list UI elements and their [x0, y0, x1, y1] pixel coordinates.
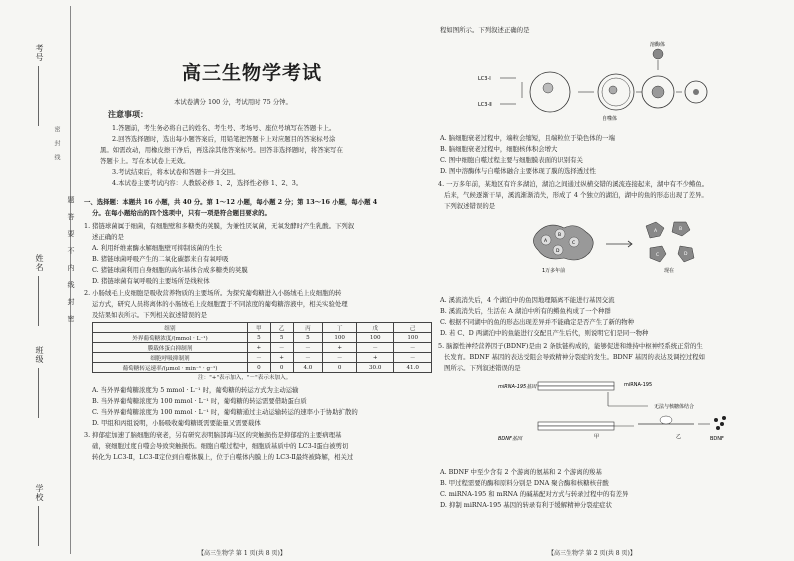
lake-label: C: [572, 241, 576, 246]
q1-option: C. 猪链球菌利用自身细胞的高尔基体合成多糖类的荚膜: [92, 266, 248, 274]
bdnf-figure: [498, 376, 738, 462]
lysosome-shape: [653, 49, 663, 59]
q1-option: A. 利用纤维素酶水解细胞壁可抑制该菌的生长: [92, 244, 223, 252]
q5-option: B. 甲过程需要的酶和原料分别是 DNA 聚合酶和核糖核苷酸: [440, 479, 609, 487]
lc3-i-label: LC3-Ⅰ: [478, 76, 491, 82]
mirna-label: miRNA-195: [624, 382, 653, 388]
process-jia-label: 甲: [594, 434, 600, 440]
present-label: 现在: [664, 268, 675, 274]
page-footer: 【高三生物学 第 1 页(共 8 页)】: [198, 550, 286, 557]
q4-stem: 后来，气候逐渐干旱，溪流渐渐消失，形成了 4 个独立的湖泊，湖中的鱼的形态出现了差异。: [444, 191, 708, 199]
school-label: 学校: [35, 484, 44, 502]
q2-stem: 及结果如表所示。下列相关叙述错误的是: [92, 311, 208, 319]
q4-option: B. 溪流消失后，生活在 A 湖泊中所有的鳉鱼构成了一个种群: [440, 307, 611, 315]
table-cell: －: [270, 343, 293, 353]
notes-heading: 注意事项：: [108, 109, 148, 119]
table-cell: －: [293, 353, 323, 363]
name-line: [38, 276, 39, 326]
q5-stem: 图所示。下列叙述错误的是: [444, 364, 521, 372]
bdnf-label: BDNF: [710, 436, 724, 442]
lake-label: A: [654, 229, 658, 234]
section-heading: 一、选择题：本题共 16 小题，共 40 分。第 1～12 小题，每小题 2 分；第 13～16 小题，每小题 4: [84, 198, 378, 206]
lake-label: B: [558, 233, 562, 238]
exam-subtitle: 本试卷满分 100 分，考试用时 75 分钟。: [174, 98, 292, 106]
q2-stem: 运方式，研究人员将离体的小肠绒毛上皮细胞置于不同浓度的葡萄糖溶液中，相关实验处理: [92, 300, 348, 308]
exam-no-line: [38, 66, 39, 126]
note-line: 答题卡上。写在本试卷上无效。: [100, 157, 190, 165]
table-cell: 0: [270, 363, 293, 373]
section-heading: 分。在每小题给出的四个选项中，只有一项是符合题目要求的。: [92, 209, 271, 217]
note-line: 黑。如需改动，用橡皮擦干净后，再选涂其他答案标号。回答非选择题时，将答案写在: [100, 146, 343, 154]
lysosome-label: 溶酶体: [650, 42, 666, 48]
class-line: [38, 368, 39, 418]
table-cell: 甲: [248, 323, 271, 333]
table-cell: 细胞呼吸抑制剂: [93, 353, 248, 363]
binding-gutter: [8, 6, 75, 554]
table-cell: 0: [248, 363, 271, 373]
note-line: 4.本试卷主要考试内容：人教版必修 1、2，选择性必修 1、2、3。: [112, 179, 303, 187]
table-cell: －: [394, 343, 432, 353]
table-cell: 100: [323, 333, 357, 343]
class-label: 班级: [35, 346, 44, 364]
table-cell: 100: [356, 333, 393, 343]
seal-line-text: 密封线: [53, 126, 60, 168]
no-ribosome-label: 无法与核糖体结合: [654, 404, 695, 410]
table-row: [93, 353, 432, 363]
table-cell: 外界葡萄糖浓度/(mmol · L⁻¹): [93, 333, 248, 343]
table-row: [93, 363, 432, 373]
table-cell: 41.0: [394, 363, 432, 373]
lake-label: D: [556, 249, 560, 254]
table-cell: 己: [394, 323, 432, 333]
q2-option: C. 当外界葡萄糖浓度为 100 mmol · L⁻¹ 时，葡萄糖通过主动运输转运的速率小于协助扩散的: [92, 408, 358, 416]
q1-option: D. 猪链球菌有氧呼吸的主要场所是线粒体: [92, 277, 210, 285]
lc3-ii-label: LC3-Ⅱ: [478, 102, 492, 108]
table-cell: 膜载体蛋白抑制剂: [93, 343, 248, 353]
q2-option: D. 甲组和丙组说明，小肠吸收葡萄糖既需要能量又需要载体: [92, 419, 261, 427]
note-line: 3.考试结束后，将本试卷和答题卡一并交回。: [112, 168, 240, 176]
table-cell: 100: [394, 333, 432, 343]
table-cell: 丙: [293, 323, 323, 333]
autophagosome-label: 自噬体: [602, 116, 618, 122]
table-cell: 丁: [323, 323, 357, 333]
q3-option: C. 图中细胞自噬过程主要与细胞膜表面的识别有关: [440, 156, 583, 164]
table-cell: 5: [293, 333, 323, 343]
table-cell: +: [270, 353, 293, 363]
table-cell: －: [293, 343, 323, 353]
school-line: [38, 506, 39, 546]
q2-stem: 2. 小肠绒毛上皮细胞是吸收营养物质的主要场所。为探究葡萄糖进入小肠绒毛上皮细胞的转: [84, 289, 342, 297]
note-line: 1.答题前，考生务必将自己的姓名、考生号、考场号、座位号填写在答题卡上。: [112, 124, 336, 132]
table-note: 注："+"表示加入，"－"表示未加入。: [198, 375, 292, 381]
q2-table: [92, 322, 432, 373]
table-cell: 组别: [93, 323, 248, 333]
q2-option: A. 当外界葡萄糖浓度为 5 mmol · L⁻¹ 时，葡萄糖的转运方式为主动运输: [92, 386, 299, 394]
q4-option: D. 若 C、D 两湖泊中的鱼能进行交配且产生后代，则说明它们是同一物种: [440, 329, 649, 337]
q4-stem: 4. 一万多年前，某地区有许多湖泊，湖泊之间通过纵横交错的溪流连接起来，湖中有不少鳉鱼。: [438, 180, 709, 188]
q3-stem: 3. 抑郁症加速了脑细胞的衰老，另有研究表明脑部海马区的突触损伤是抑郁症的主要病理基: [84, 431, 342, 439]
page-footer: 【高三生物学 第 2 页(共 8 页)】: [548, 550, 636, 557]
table-cell: －: [248, 353, 271, 363]
q4-stem: 下列叙述错误的是: [444, 202, 496, 210]
name-label: 姓名: [35, 254, 44, 272]
lake-label: C: [656, 253, 660, 258]
process-yi-label: 乙: [676, 434, 682, 440]
q3-option: A. 脑细胞衰老过程中，端粒会缩短，且端粒位于染色体的一端: [440, 134, 615, 142]
table-cell: 5: [270, 333, 293, 343]
table-cell: +: [356, 353, 393, 363]
q5-option: C. miRNA-195 和 mRNA 的碱基配对方式与转录过程中的有差异: [440, 490, 629, 498]
table-cell: 5: [248, 333, 271, 343]
table-cell: 葡萄糖转运速率/(μmol · min⁻¹ · g⁻¹): [93, 363, 248, 373]
table-cell: 0: [323, 363, 357, 373]
q2-option: B. 当外界葡萄糖浓度为 100 mmol · L⁻¹ 时，葡萄糖的转运需要借助蛋白质: [92, 397, 307, 405]
lake-label: A: [544, 239, 548, 244]
q5-option: A. BDNF 中至少含有 2 个游离的氨基和 2 个游离的羧基: [440, 468, 602, 476]
table-row: [93, 333, 432, 343]
q3-option: B. 脑细胞衰老过程中，细胞核体积会增大: [440, 145, 558, 153]
mirna-gene-label: miRNA-195基因: [498, 384, 537, 390]
seal-warning: 题答要不内线封密: [67, 196, 75, 332]
lakes-figure: [528, 212, 718, 274]
lake-label: D: [684, 252, 688, 257]
q3-stem: 转化为 LC3-Ⅱ，LC3-Ⅱ定位到自噬体膜上，位于自噬体内膜上的 LC3-Ⅱ最终被降解，相关过: [92, 453, 354, 461]
table-cell: +: [248, 343, 271, 353]
table-header-row: [93, 323, 432, 333]
q1-stem: 述正确的是: [92, 233, 124, 241]
table-row: [93, 343, 432, 353]
table-cell: 4.0: [293, 363, 323, 373]
table-cell: +: [323, 343, 357, 353]
table-cell: 戊: [356, 323, 393, 333]
table-cell: －: [356, 343, 393, 353]
table-cell: －: [394, 353, 432, 363]
q3-option: D. 图中溶酶体与自噬体融合主要体现了膜的选择透过性: [440, 167, 596, 175]
q3-stem-continued: 程如图所示。下列叙述正确的是: [440, 26, 530, 34]
ribosome-shape: [660, 416, 672, 424]
table-cell: 乙: [270, 323, 293, 333]
q5-stem: 长发育。BDNF 基因的表达受阻会导致精神分裂症的发生。BDNF 基因的表达及调控过程如: [444, 353, 706, 361]
bdnf-gene-label: BDNF基因: [498, 436, 522, 442]
past-label: 1万多年前: [542, 268, 566, 274]
table-cell: 30.0: [356, 363, 393, 373]
q1-stem: 1. 猪链球菌属于细菌，有细胞壁和多糖类的荚膜，为兼性厌氧菌，无氧发酵时产生乳酸。下列叙: [84, 222, 355, 230]
lake-label: B: [679, 227, 683, 232]
q4-option: C. 根据不同湖中的鱼的形态出现差异并不能确定是否产生了新的物种: [440, 318, 635, 326]
q3-stem: 础，衰细胞过度自噬会导致突触损伤。细胞自噬过程中，细胞质基质中的 LC3-Ⅰ蛋白被剪切: [92, 442, 349, 450]
note-line: 2.回答选择题时，选出每小题答案后，用铅笔把答题卡上对应题目的答案标号涂: [112, 135, 336, 143]
q4-option: A. 溪流消失后，4 个湖泊中的鱼因地理隔离不能进行基因交流: [440, 296, 615, 304]
q5-stem: 5. 脑源性神经营养因子(BDNF)是由 2 条肽链构成的，能够促进和维持中枢神经系统正常的生: [438, 342, 703, 350]
q5-option: D. 抑制 miRNA-195 基因的转录有利于缓解精神分裂症症状: [440, 501, 612, 509]
table-cell: －: [323, 353, 357, 363]
exam-title: 高三生物学考试: [182, 62, 323, 84]
exam-no-label: 考号: [35, 44, 44, 62]
q1-option: B. 猪链球菌呼吸产生的二氧化碳都来自有氧呼吸: [92, 255, 229, 263]
autophagy-figure: [478, 40, 708, 125]
